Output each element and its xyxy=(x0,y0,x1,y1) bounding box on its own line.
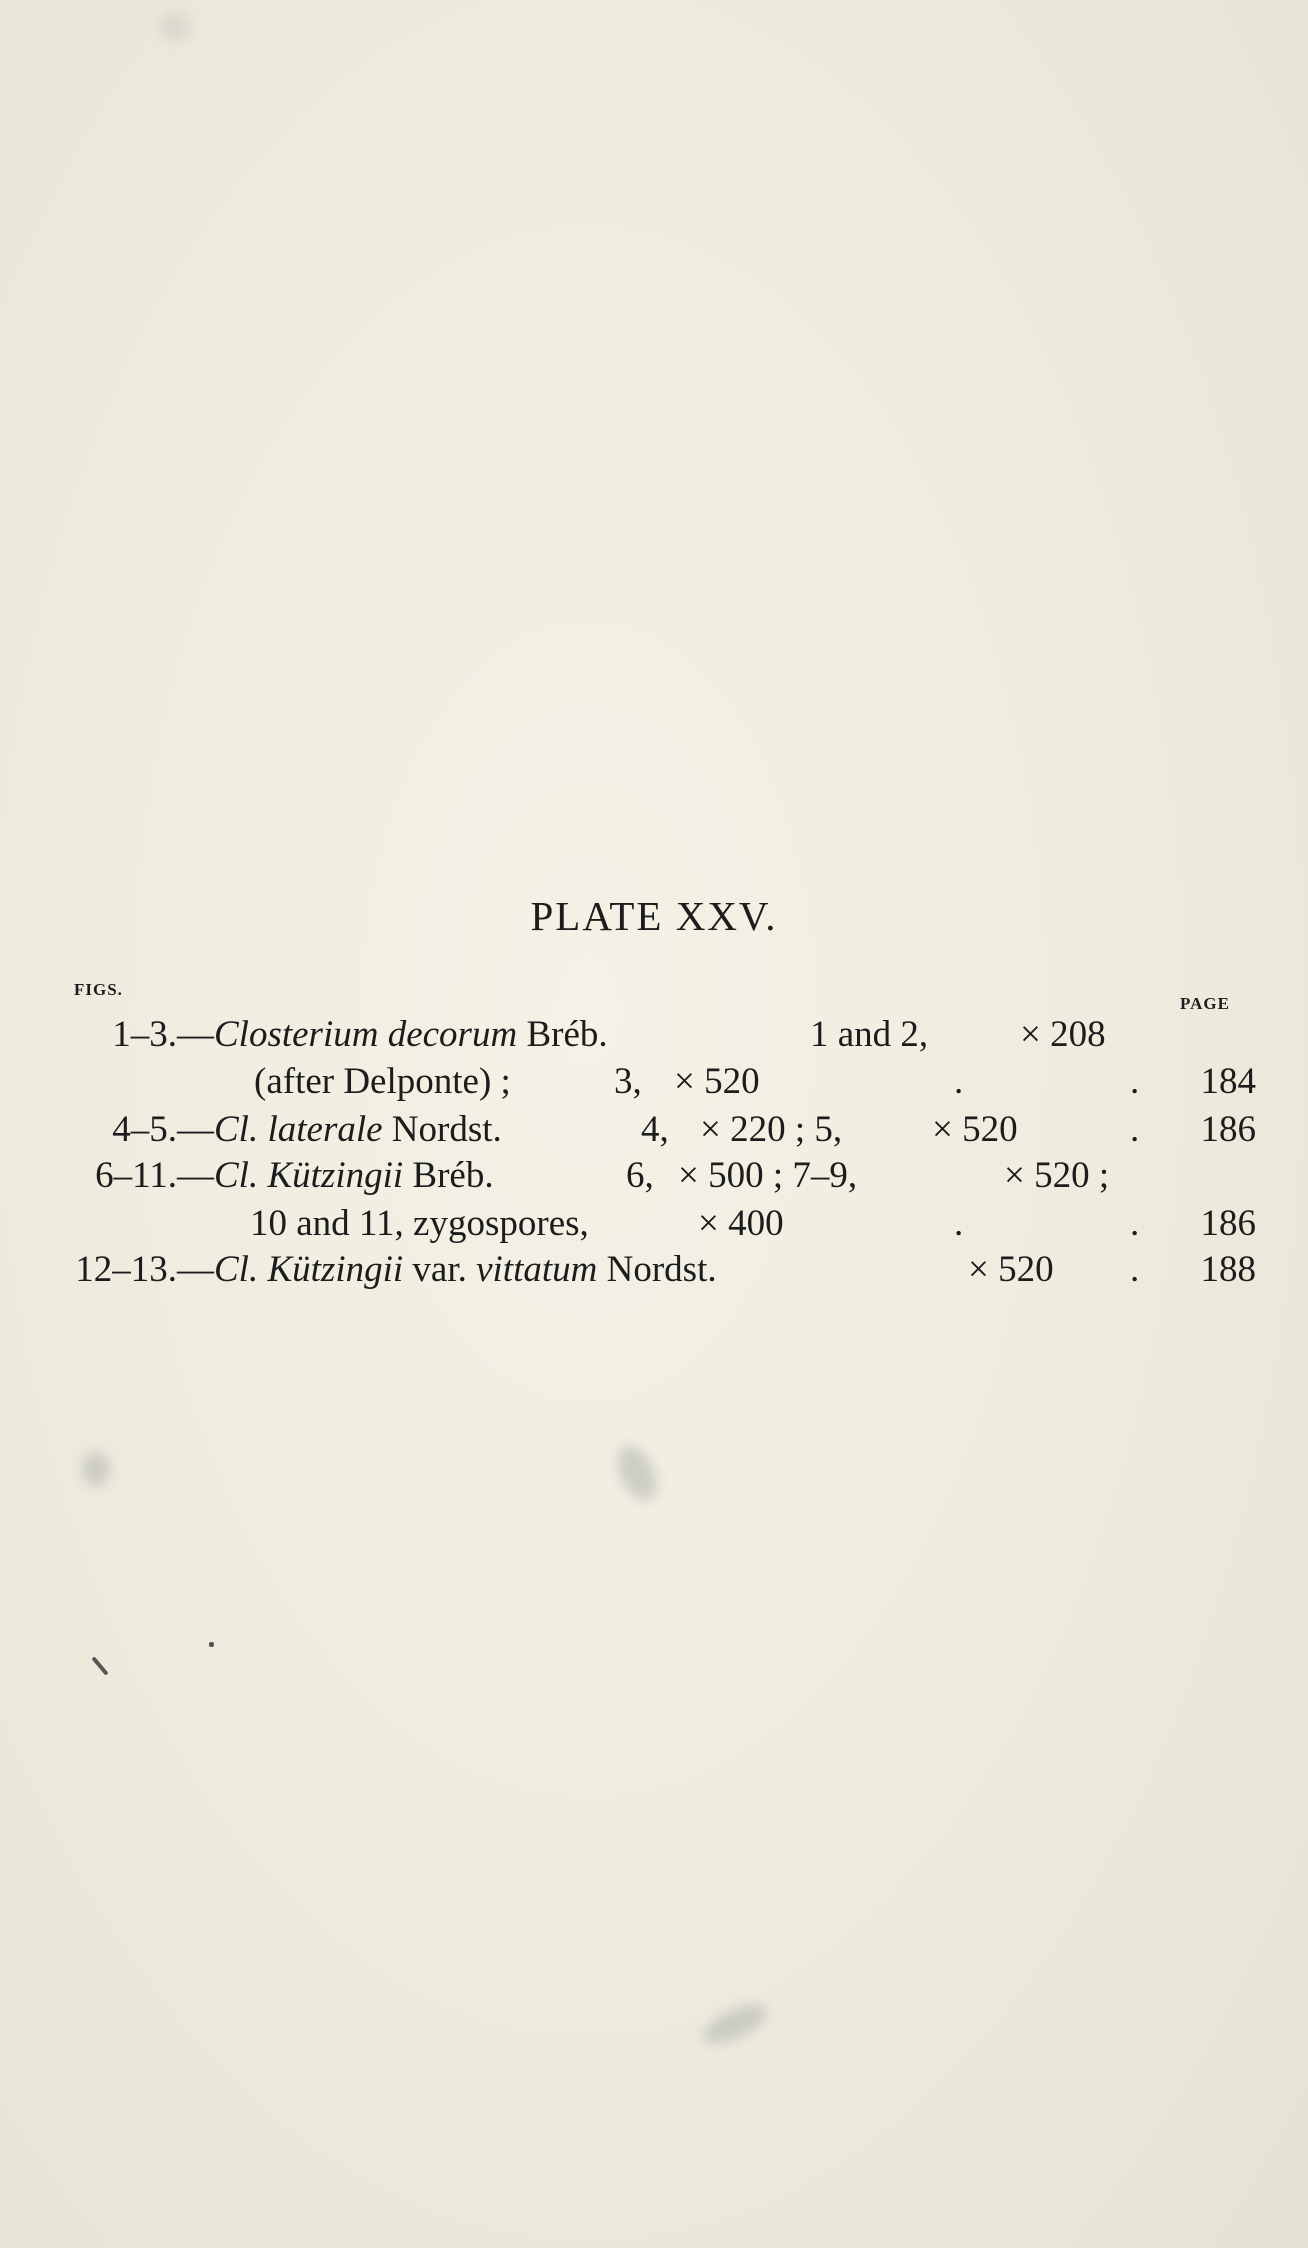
entry-description xyxy=(214,1248,717,1292)
species-name: Closterium decorum xyxy=(214,1014,518,1055)
leader-dot: . xyxy=(1130,1203,1140,1244)
figure-detail: 3, xyxy=(614,1061,642,1102)
leader-dot: . xyxy=(1130,1249,1140,1290)
rank-label: var. xyxy=(403,1249,477,1290)
leader-dot: . xyxy=(1130,1061,1140,1102)
page-column-header: PAGE xyxy=(1180,994,1230,1013)
variety-name: vittatum xyxy=(476,1249,598,1290)
leader-dot: . xyxy=(1130,1109,1140,1150)
page-number: 186 xyxy=(1200,1109,1256,1150)
speck-mark xyxy=(209,1642,214,1647)
figure-detail: 4, xyxy=(641,1109,669,1150)
magnification: × 208 xyxy=(1020,1014,1106,1055)
magnification: × 520 ; xyxy=(1004,1155,1110,1196)
leader-dot: . xyxy=(954,1203,964,1244)
magnification: × 500 ; 7–9, xyxy=(678,1155,858,1196)
magnification: × 520 xyxy=(674,1061,760,1102)
figure-numbers: 6–11.— xyxy=(95,1155,214,1196)
page-number: 186 xyxy=(1200,1203,1256,1244)
figure-numbers: 1–3.— xyxy=(112,1014,214,1055)
authority: Bréb. xyxy=(517,1014,608,1055)
page-number: 184 xyxy=(1200,1061,1256,1102)
species-name: Cl. laterale xyxy=(214,1109,383,1150)
authority: Nordst. xyxy=(597,1249,717,1290)
smudge-mark xyxy=(697,1997,772,2052)
entry-continuation: (after Delponte) ; xyxy=(254,1061,511,1102)
magnification: × 400 xyxy=(698,1203,784,1244)
speck-mark xyxy=(91,1656,108,1675)
authority: Nordst. xyxy=(382,1109,502,1150)
entry-description xyxy=(214,1013,608,1057)
magnification: × 520 xyxy=(968,1249,1054,1290)
plate-title: PLATE XXV. xyxy=(530,893,778,939)
figure-detail: 1 and 2, xyxy=(810,1014,929,1055)
smudge-mark xyxy=(609,1440,664,1507)
smudge-mark xyxy=(160,12,190,42)
authority: Bréb. xyxy=(403,1155,494,1196)
figs-column-header: FIGS. xyxy=(74,980,123,999)
figure-detail: 6, xyxy=(626,1155,654,1196)
magnification: × 220 ; 5, xyxy=(700,1109,843,1150)
smudge-mark xyxy=(82,1452,110,1486)
entry-description xyxy=(214,1154,494,1198)
entry-continuation: 10 and 11, zygospores, xyxy=(250,1203,589,1244)
magnification: × 520 xyxy=(932,1109,1018,1150)
leader-dot: . xyxy=(954,1061,964,1102)
species-name: Cl. Kützingii xyxy=(214,1249,404,1290)
figure-numbers: 12–13.— xyxy=(75,1249,214,1290)
entry-description xyxy=(214,1108,502,1152)
page-number: 188 xyxy=(1200,1249,1256,1290)
figure-numbers: 4–5.— xyxy=(112,1109,214,1150)
species-name: Cl. Kützingii xyxy=(214,1155,404,1196)
